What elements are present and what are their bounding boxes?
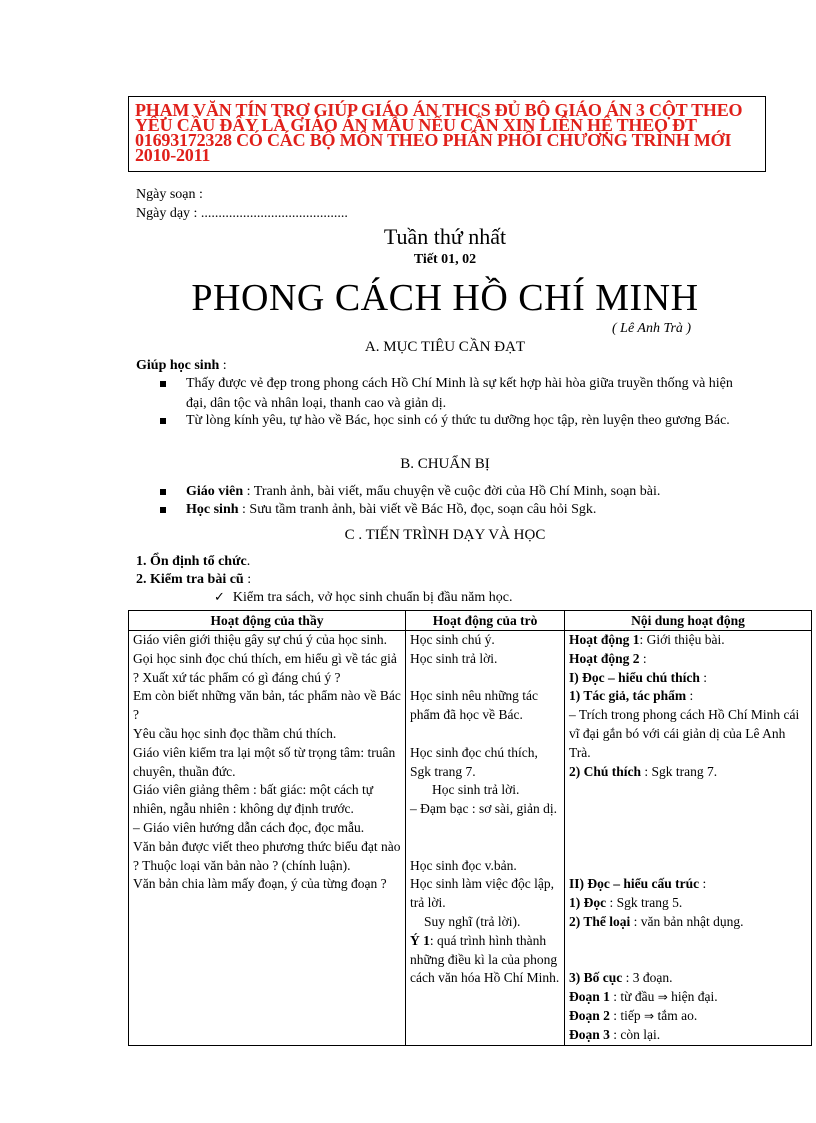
teacher-item: – Giáo viên hướng dẫn cách đọc, đọc mẫu.: [133, 819, 365, 835]
step-1-end: .: [246, 554, 251, 569]
content-text: : Sgk trang 7.: [641, 763, 718, 779]
week-title: Tuần thứ nhất: [383, 224, 507, 249]
content-text: :: [686, 688, 694, 704]
header-content: Nội dung hoạt động: [565, 611, 812, 631]
student-item: – Đạm bạc : sơ sài, giản dị.: [410, 801, 557, 817]
content-item: [569, 763, 807, 782]
table-header-row: [129, 611, 812, 631]
check-item: [214, 590, 512, 606]
content-text: : Sgk trang 5.: [606, 895, 683, 911]
header-student: Hoạt động của trò: [406, 611, 565, 631]
content-label: 2) Thể loại: [569, 913, 631, 929]
bullet-icon: [160, 381, 166, 387]
student-item: Suy nghĩ (trả lời).: [424, 913, 521, 929]
list-item-label: Giáo viên: [186, 484, 244, 499]
student-item: Học sinh nêu những tác phẩm đã học về Bác.: [410, 688, 539, 723]
teacher-item: Văn bản chia làm mấy đoạn, ý của từng đoạn ?: [133, 876, 387, 892]
list-item: [160, 374, 750, 414]
bullet-icon: [160, 507, 166, 513]
content-text: hiện đại.: [667, 989, 718, 1005]
section-a-intro: [136, 357, 227, 375]
checkmark-icon: ✓: [214, 590, 225, 605]
page-title: PHONG CÁCH HỒ CHÍ MINH: [191, 277, 699, 319]
student-item: Học sinh trả lời.: [432, 782, 520, 798]
list-item-label: Học sinh: [186, 502, 239, 517]
section-a-heading: A. MỤC TIÊU CẦN ĐẠT: [364, 339, 526, 355]
content-item: [569, 631, 807, 650]
step-1-label: 1. Ổn định tổ chức: [136, 554, 247, 569]
arrow-icon: ⇒: [657, 990, 668, 1005]
content-item: [569, 894, 807, 913]
content-label: Hoạt động 2: [569, 650, 640, 666]
content-item: [569, 1026, 807, 1045]
teacher-item: Giáo viên giảng thêm : bất giác: một cách tự nhiên, ngẫu nhiên : không dự định trước.: [133, 782, 374, 817]
bullet-icon: [160, 489, 166, 495]
step-2-label: 2. Kiểm tra bài cũ: [136, 572, 244, 587]
step-2: [136, 571, 251, 589]
list-item-text: Từ lòng kính yêu, tự hào về Bác, học sinh có ý thức tu dưỡng học tập, rèn luyện theo gương Bác.: [186, 413, 730, 428]
content-text: tắm ao.: [654, 1007, 698, 1023]
activity-table: [128, 610, 812, 1046]
list-item-value: : Sưu tầm tranh ảnh, bài viết về Bác Hồ, đọc, soạn câu hỏi Sgk.: [238, 502, 597, 517]
list-item-text: [186, 482, 750, 502]
content-label: 1) Tác giả, tác phẩm: [569, 688, 687, 704]
author: ( Lê Anh Trà ): [612, 321, 692, 336]
content-text: :: [699, 669, 708, 685]
content-label: II) Đọc – hiểu cấu trúc: [569, 876, 700, 892]
check-item-text: Kiểm tra sách, vở học sinh chuẩn bị đầu năm học.: [232, 590, 513, 605]
lesson-number: Tiết 01, 02: [413, 252, 477, 267]
intro-colon: :: [219, 358, 227, 373]
section-b-heading: B. CHUẨN BỊ: [400, 456, 490, 472]
list-item-text: Thấy được vẻ đẹp trong phong cách Hồ Chí Minh là sự kết hợp hài hòa giữa truyền thống và hiện đại, dân tộc và nhân loại, thanh cao và giản dị.: [186, 376, 733, 411]
content-text: : Giới thiệu bài.: [639, 632, 725, 647]
teacher-item: Em còn biết những văn bản, tác phẩm nào về Bác ?: [133, 688, 401, 723]
list-item-value: : Tranh ảnh, bài viết, mẩu chuyện về cuộc đời của Hồ Chí Minh, soạn bài.: [243, 484, 661, 499]
list-item: [160, 500, 750, 520]
content-text: : văn bản nhật dụng.: [630, 913, 744, 929]
content-label: 1) Đọc: [569, 895, 607, 911]
teacher-item: Gọi học sinh đọc chú thích, em hiểu gì về tác giả ? Xuất xứ tác phẩm có gì đáng chú ý ?: [133, 650, 397, 685]
table-row: [129, 631, 812, 1046]
content-text: :: [639, 650, 647, 666]
content-label: Đoạn 3: [569, 1026, 610, 1042]
student-activities: [406, 631, 565, 1046]
content-item: [569, 913, 807, 932]
header-teacher: Hoạt động của thầy: [129, 611, 406, 631]
content-text: :: [699, 876, 707, 892]
content-text: : từ đầu: [609, 989, 658, 1005]
content-activities: [565, 631, 812, 1046]
student-item: [410, 932, 560, 988]
student-item: Học sinh đọc v.bản.: [410, 857, 517, 873]
step-2-end: :: [243, 572, 252, 587]
list-item: [160, 411, 750, 431]
content-item: [569, 969, 807, 988]
content-label: Đoạn 1: [569, 989, 610, 1005]
step-1: [136, 553, 250, 571]
content-text: : tiếp: [609, 1007, 645, 1023]
content-item: [569, 687, 807, 706]
student-item: Học sinh trả lời.: [410, 650, 498, 666]
teacher-item: Giáo viên giới thiệu gây sự chú ý của học sinh.: [133, 632, 388, 647]
content-label: I) Đọc – hiểu chú thích: [569, 669, 700, 685]
header-banner: PHẠM VĂN TÍN TRỢ GIÚP GIÁO ÁN THCS ĐỦ BỘ GIÁO ÁN 3 CỘT THEO YÊU CẦU ĐÂY LÀ GIÁO ÁN MẪU NẾU CẦN XIN LIÊN HỆ THEO ĐT 01693172328 CÓ CÁC BỘ MÔN THEO PHÂN PHỐI CHƯƠNG TRÌNH MỚI 2010-2011: [128, 96, 766, 172]
content-item: [569, 669, 807, 688]
list-item-text: [186, 500, 750, 520]
content-item: – Trích trong phong cách Hồ Chí Minh cái vĩ đại gắn bó với cái giản dị của Lê Anh Trà.: [569, 707, 800, 760]
content-item: [569, 988, 807, 1007]
arrow-icon: ⇒: [644, 1008, 655, 1023]
prep-date: Ngày soạn :: [136, 187, 203, 202]
content-text: : 3 đoạn.: [622, 970, 673, 986]
content-item: [569, 650, 807, 669]
student-item-text: : quá trình hình thành những điều kì la của phong cách văn hóa Hồ Chí Minh.: [410, 932, 560, 986]
teacher-item: Yêu cầu học sinh đọc thầm chú thích.: [133, 725, 337, 741]
teacher-item: Giáo viên kiểm tra lại một số từ trọng tâm: truân chuyên, thuần đức.: [133, 744, 396, 779]
content-label: 2) Chú thích: [569, 763, 642, 779]
list-item: [160, 482, 750, 502]
content-label: Hoạt động 1: [569, 632, 640, 647]
student-item: Học sinh làm việc độc lập, trả lời.: [410, 876, 554, 911]
student-item-label: Ý 1: [410, 932, 430, 948]
intro-label: Giúp học sinh: [136, 358, 220, 373]
teacher-item: Văn bản được viết theo phương thức biểu đạt nào ? Thuộc loại văn bản nào ? (chính luận).: [133, 838, 401, 873]
section-c-heading: C . TIẾN TRÌNH DẠY VÀ HỌC: [344, 527, 546, 543]
teach-date: Ngày dạy : ..........................................: [136, 206, 348, 221]
content-item: [569, 875, 807, 894]
content-text: : còn lại.: [609, 1026, 661, 1042]
content-item: [569, 1007, 807, 1026]
teacher-activities: [129, 631, 406, 1046]
content-label: Đoạn 2: [569, 1007, 610, 1023]
content-label: 3) Bố cục: [569, 970, 623, 986]
student-item: Học sinh chú ý.: [410, 632, 495, 647]
student-item: Học sinh đọc chú thích, Sgk trang 7.: [410, 744, 538, 779]
bullet-icon: [160, 418, 166, 424]
